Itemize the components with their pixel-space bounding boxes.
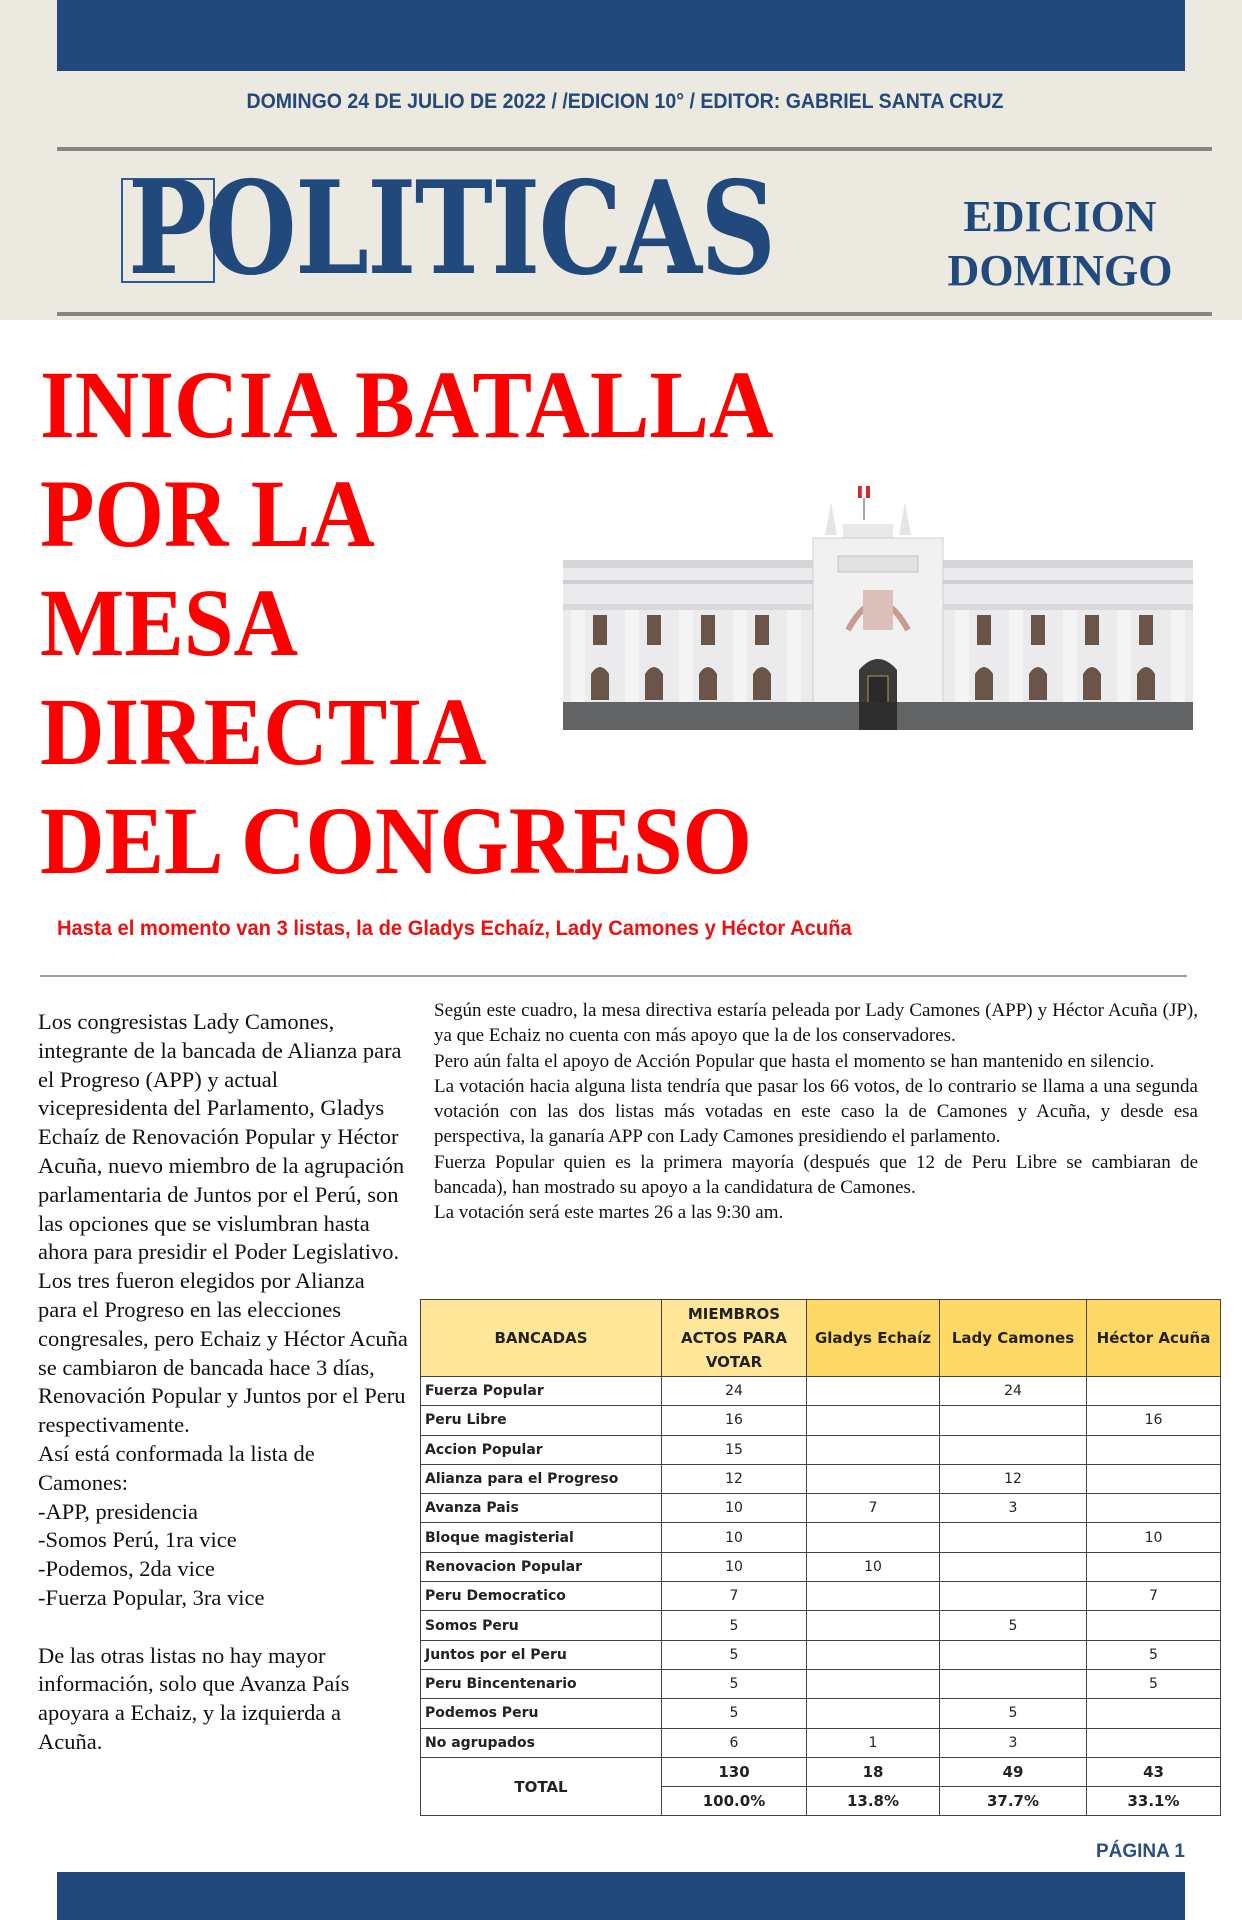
vote-cell — [807, 1377, 940, 1406]
vote-cell: 10 — [1087, 1523, 1221, 1552]
bancada-name-cell: Avanza Pais — [421, 1494, 662, 1523]
right-article-column — [434, 998, 1198, 1226]
table-header-row — [421, 1300, 1221, 1377]
vote-cell: 5 — [662, 1611, 807, 1640]
article-paragraph: Los congresistas Lady Camones, integrante de la bancada de Alianza para el Progreso (APP) y actual vicepresidenta del Parlamento, Gladys Echaíz de Renovación Popular y Héctor Acuña, nuevo miembro de la agrupación parlamentaria de Juntos por el Perú, son las opciones que se vislumbran hasta ahora para presidir el Poder Legislativo. — [38, 1009, 405, 1265]
bancada-name-cell: Somos Peru — [421, 1611, 662, 1640]
vote-cell: 24 — [940, 1377, 1087, 1406]
vote-cell: 16 — [662, 1406, 807, 1435]
table-total-row — [421, 1757, 1221, 1786]
vote-cell — [807, 1435, 940, 1464]
page-number: PÁGINA 1 — [1095, 1841, 1185, 1862]
vote-cell — [940, 1669, 1087, 1698]
vote-cell — [1087, 1377, 1221, 1406]
headline-line: DEL CONGRESO — [40, 787, 752, 894]
percentage-cell: 13.8% — [807, 1787, 940, 1816]
congress-building-illustration — [563, 480, 1193, 732]
list-item: -APP, presidencia — [38, 1498, 198, 1524]
vote-cell — [940, 1523, 1087, 1552]
table-row — [421, 1582, 1221, 1611]
vote-cell: 5 — [662, 1640, 807, 1669]
article-paragraph: Así está conformada la lista de Camones: — [38, 1440, 315, 1495]
vote-cell: 12 — [662, 1464, 807, 1493]
bancada-name-cell: No agrupados — [421, 1728, 662, 1757]
vote-cell: 5 — [1087, 1640, 1221, 1669]
vote-cell — [1087, 1728, 1221, 1757]
vote-cell — [940, 1406, 1087, 1435]
list-item: -Somos Perú, 1ra vice — [38, 1527, 237, 1553]
vote-cell — [940, 1640, 1087, 1669]
column-header: Héctor Acuña — [1087, 1300, 1221, 1377]
bancada-name-cell: Renovacion Popular — [421, 1552, 662, 1581]
vote-cell — [807, 1464, 940, 1493]
edition-line-1: EDICION — [963, 192, 1157, 241]
left-article-column — [38, 1008, 408, 1757]
bancada-name-cell: Accion Popular — [421, 1435, 662, 1464]
total-cell: 43 — [1087, 1757, 1221, 1786]
column-header: MIEMBROS ACTOS PARA VOTAR — [662, 1300, 807, 1377]
bancada-name-cell: Peru Bincentenario — [421, 1669, 662, 1698]
vote-cell — [1087, 1552, 1221, 1581]
vote-cell: 24 — [662, 1377, 807, 1406]
vote-cell — [940, 1582, 1087, 1611]
edition-line-2: DOMINGO — [947, 246, 1173, 295]
percentage-cell: 33.1% — [1087, 1787, 1221, 1816]
vote-cell: 5 — [940, 1699, 1087, 1728]
vote-cell: 10 — [807, 1552, 940, 1581]
vote-cell: 5 — [662, 1669, 807, 1698]
vote-cell — [940, 1552, 1087, 1581]
vote-cell — [1087, 1611, 1221, 1640]
total-label: TOTAL — [421, 1757, 662, 1816]
list-item: -Podemos, 2da vice — [38, 1556, 215, 1582]
vote-cell — [1087, 1699, 1221, 1728]
vote-cell: 7 — [807, 1494, 940, 1523]
bancada-name-cell: Juntos por el Peru — [421, 1640, 662, 1669]
vote-cell — [940, 1435, 1087, 1464]
table-row — [421, 1640, 1221, 1669]
column-header: Gladys Echaíz — [807, 1300, 940, 1377]
vote-cell: 1 — [807, 1728, 940, 1757]
table-row — [421, 1552, 1221, 1581]
table-row — [421, 1464, 1221, 1493]
vote-cell — [807, 1699, 940, 1728]
column-header: Lady Camones — [940, 1300, 1087, 1377]
column-header: BANCADAS — [421, 1300, 662, 1377]
newspaper-logo: POLITICAS — [128, 154, 775, 304]
bancadas-table — [420, 1299, 1221, 1816]
vote-cell: 5 — [1087, 1669, 1221, 1698]
section-divider — [40, 975, 1187, 977]
article-paragraph: La votación hacia alguna lista tendría que pasar los 66 votos, de lo contrario se llama a una segunda votación con las dos listas más votadas en este caso la de Camones y Acuña, y desde esa perspectiva, la ganaría APP con Lady Camones presidiendo el parlamento. — [434, 1075, 1198, 1148]
table-row — [421, 1523, 1221, 1552]
table-row — [421, 1699, 1221, 1728]
table-row — [421, 1494, 1221, 1523]
article-paragraph: De las otras listas no hay mayor información, solo que Avanza País apoyara a Echaiz, y la izquierda a Acuña. — [38, 1642, 350, 1754]
edition-label — [940, 190, 1180, 298]
headline-line: MESA — [40, 569, 298, 676]
total-cell: 130 — [662, 1757, 807, 1786]
dateline — [150, 90, 1100, 114]
article-paragraph: Pero aún falta el apoyo de Acción Popular que hasta el momento se han mantenido en silencio. — [434, 1050, 1155, 1072]
vote-cell: 3 — [940, 1494, 1087, 1523]
percentage-cell: 37.7% — [940, 1787, 1087, 1816]
vote-cell: 5 — [940, 1611, 1087, 1640]
article-paragraph: Según este cuadro, la mesa directiva estaría peleada por Lady Camones (APP) y Héctor Acuña (JP), ya que Echaiz no cuenta con más apoyo que la de los conservadores. — [434, 1000, 1198, 1047]
vote-cell: 12 — [940, 1464, 1087, 1493]
vote-cell — [1087, 1464, 1221, 1493]
vote-cell: 10 — [662, 1494, 807, 1523]
vote-cell: 6 — [662, 1728, 807, 1757]
vote-cell — [807, 1406, 940, 1435]
bancada-name-cell: Alianza para el Progreso — [421, 1464, 662, 1493]
vote-cell: 5 — [662, 1699, 807, 1728]
vote-cell: 7 — [1087, 1582, 1221, 1611]
total-cell: 18 — [807, 1757, 940, 1786]
total-cell: 49 — [940, 1757, 1087, 1786]
vote-cell: 10 — [662, 1523, 807, 1552]
vote-cell — [807, 1640, 940, 1669]
bottom-banner-bar — [57, 1872, 1185, 1920]
bancada-name-cell: Peru Democratico — [421, 1582, 662, 1611]
table-row — [421, 1728, 1221, 1757]
table-row — [421, 1669, 1221, 1698]
vote-cell — [807, 1523, 940, 1552]
vote-cell — [807, 1611, 940, 1640]
bancada-name-cell: Peru Libre — [421, 1406, 662, 1435]
headline-line: POR LA — [40, 460, 375, 567]
list-item: -Fuerza Popular, 3ra vice — [38, 1584, 265, 1610]
vote-cell: 10 — [662, 1552, 807, 1581]
article-paragraph: La votación será este martes 26 a las 9:30 am. — [434, 1202, 784, 1224]
vote-cell — [1087, 1435, 1221, 1464]
vote-cell: 3 — [940, 1728, 1087, 1757]
headline-line: INICIA BATALLA — [40, 351, 774, 458]
percentage-cell: 100.0% — [662, 1787, 807, 1816]
vote-cell — [807, 1669, 940, 1698]
table-row — [421, 1406, 1221, 1435]
masthead-rule-top — [57, 147, 1212, 151]
dateline-text: DOMINGO 24 DE JULIO DE 2022 / /EDICION 10° / EDITOR: GABRIEL SANTA CRUZ — [246, 90, 1004, 113]
article-paragraph: Fuerza Popular quien es la primera mayoría (después que 12 de Peru Libre se cambiaran de bancada), han mostrado su apoyo a la candidatura de Camones. — [434, 1151, 1198, 1199]
subtitle: Hasta el momento van 3 listas, la de Gladys Echaíz, Lady Camones y Héctor Acuña — [57, 917, 852, 940]
bancada-name-cell: Fuerza Popular — [421, 1377, 662, 1406]
vote-cell — [1087, 1494, 1221, 1523]
table-row — [421, 1611, 1221, 1640]
top-banner-bar — [57, 0, 1185, 71]
vote-cell: 7 — [662, 1582, 807, 1611]
vote-cell — [807, 1582, 940, 1611]
headline-line: DIRECTIA — [40, 678, 487, 785]
article-paragraph: Los tres fueron elegidos por Alianza para el Progreso en las elecciones congresales, pero Echaiz y Héctor Acuña se cambiaron de bancada hace 3 días, Renovación Popular y Juntos por el Peru respectivamente. — [38, 1268, 408, 1438]
masthead-rule-bottom — [57, 312, 1212, 316]
table-row — [421, 1377, 1221, 1406]
table-row — [421, 1435, 1221, 1464]
vote-cell: 15 — [662, 1435, 807, 1464]
bancada-name-cell: Podemos Peru — [421, 1699, 662, 1728]
bancada-name-cell: Bloque magisterial — [421, 1523, 662, 1552]
vote-cell: 16 — [1087, 1406, 1221, 1435]
